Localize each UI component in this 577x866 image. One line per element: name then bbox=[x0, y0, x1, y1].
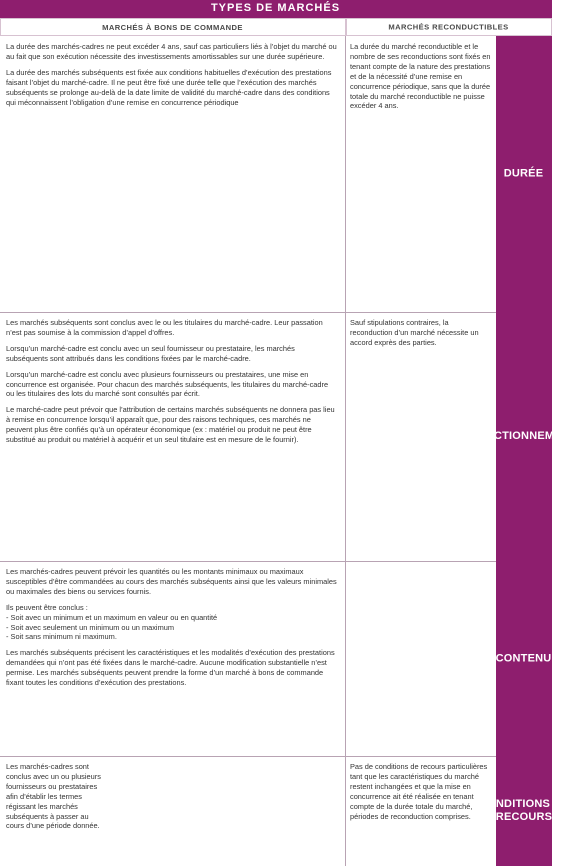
header-contenu: CONTENU bbox=[496, 561, 552, 756]
bons-contenu bbox=[0, 561, 346, 756]
types-header-label: TYPES DE MARCHÉS bbox=[211, 2, 341, 15]
reconductibles-conditions: Pas de conditions de recours particulières tant que les caractéristiques du marché restent inchangées et que la mise en concurrence ait été réalisée en tenant compte de la durée totale du marché, périodes de reconduction comprises. bbox=[350, 762, 488, 821]
bons-fonctionnement-text: Les marchés subséquents sont conclus avec le ou les titulaires du marché-cadre. Leur passation n’est pas soumise à la commission d’appel d’offres. Lorsqu’un marché-cadre est conclu avec un seul fournisseur ou prestataire, les marchés subséquents sont attribués dans les conditions fixées par le marché-cadre. Lorsqu’un marché-cadre est conclu avec plusieurs fournisseurs ou prestataires, une mise en concurrence est organisée. Pour chacun des marchés subséquents, les titulaires du marché-cadre ou les titulaires des lots du marché sont consultés par écrit. Le marché-cadre peut prévoir que l’attribution de certains marchés subséquents ne donnera pas lieu à remise en concurrence lorsqu’il apparaît que, pour des raisons techniques, ces marchés ne peuvent plus être confiés qu’à un opérateur économique (ex : matériel ou produit ne peut être substitué au produit ou matériel à acquérir et un seul titulaire est en mesure de le fournir). bbox=[6, 318, 335, 445]
header-fonctionnement: FONCTIONNEMENT bbox=[496, 312, 552, 561]
list-item: - Soit avec seulement un minimum ou un maximum bbox=[6, 622, 174, 632]
row-label-text: MARCHÉS À BONS DE COMMANDE bbox=[102, 22, 244, 32]
bons-fonctionnement bbox=[0, 312, 346, 561]
bons-duree bbox=[0, 36, 346, 312]
bons-contenu-text: Les marchés-cadres peuvent prévoir les quantités ou les montants minimaux ou maximaux susceptibles d’être commandées au cours des marchés subséquents ainsi que les valeurs minimales ou maximales des biens ou services fournis. Ils peuvent être conclus : - Soit avec un minimum et un maximum en valeur ou en quantité - Soit avec seulement un minimum ou un maximum - Soit sans minimum ni maximum. Les marchés subséquents précisent les caractéristiques et les modalités d’exécution des prestations demandées qui n’ont pas été fixées dans le marché-cadre. Aucune modification substantielle n’est permise. Les marchés subséquents peuvent prendre la forme d’un marché à bons de commande fixant toutes les conditions d’exécution des prestations. bbox=[6, 567, 337, 688]
row-label-text: MARCHÉS RECONDUCTIBLES bbox=[388, 22, 510, 32]
bons-duree-text: La durée des marchés-cadres ne peut excéder 4 ans, sauf cas particuliers liés à l’objet du marché ou au fait que son exécution nécessite des investissements amortissables sur une durée supérieure. La durée des marchés subséquents est fixée aux conditions habituelles d’exécution des prestations faisant l’objet du marché-cadre. Il ne peut être fixé une durée telle que l’exécution des marchés subséquents se prolonge au-delà de la date limite de validité du marché-cadre dans des conditions qui méconnaissent l’obligation d’une remise en concurrence périodique bbox=[6, 42, 337, 107]
row-label-reconductibles bbox=[346, 18, 552, 36]
list-item: - Soit sans minimum ni maximum. bbox=[6, 632, 117, 642]
row-label-bons-de-commande bbox=[0, 18, 346, 36]
header-conditions: CONDITIONS DE RECOURS bbox=[496, 756, 552, 866]
reconductibles-duree: La durée du marché reconductible et le nombre de ses reconductions sont fixés en tenant compte de la nature des prestations et de la nécessité d’une remise en concurrence périodique, sans que la durée totale du marché reconductible ne puisse excéder 4 ans. bbox=[350, 42, 491, 111]
reconductibles-contenu bbox=[346, 561, 496, 756]
bons-conditions: Les marchés-cadres sont conclus avec un ou plusieurs fournisseurs ou prestataires afin d’établir les termes régissant les marchés subséquents à passer au cours d’une période donnée. bbox=[6, 762, 101, 831]
header-duree: DURÉE bbox=[496, 36, 552, 312]
types-header bbox=[0, 0, 552, 18]
reconductibles-fonctionnement: Sauf stipulations contraires, la reconduction d’un marché nécessite un accord exprès des parties. bbox=[350, 318, 479, 347]
list-item: - Soit avec un minimum et un maximum en valeur ou en quantité bbox=[6, 612, 218, 622]
